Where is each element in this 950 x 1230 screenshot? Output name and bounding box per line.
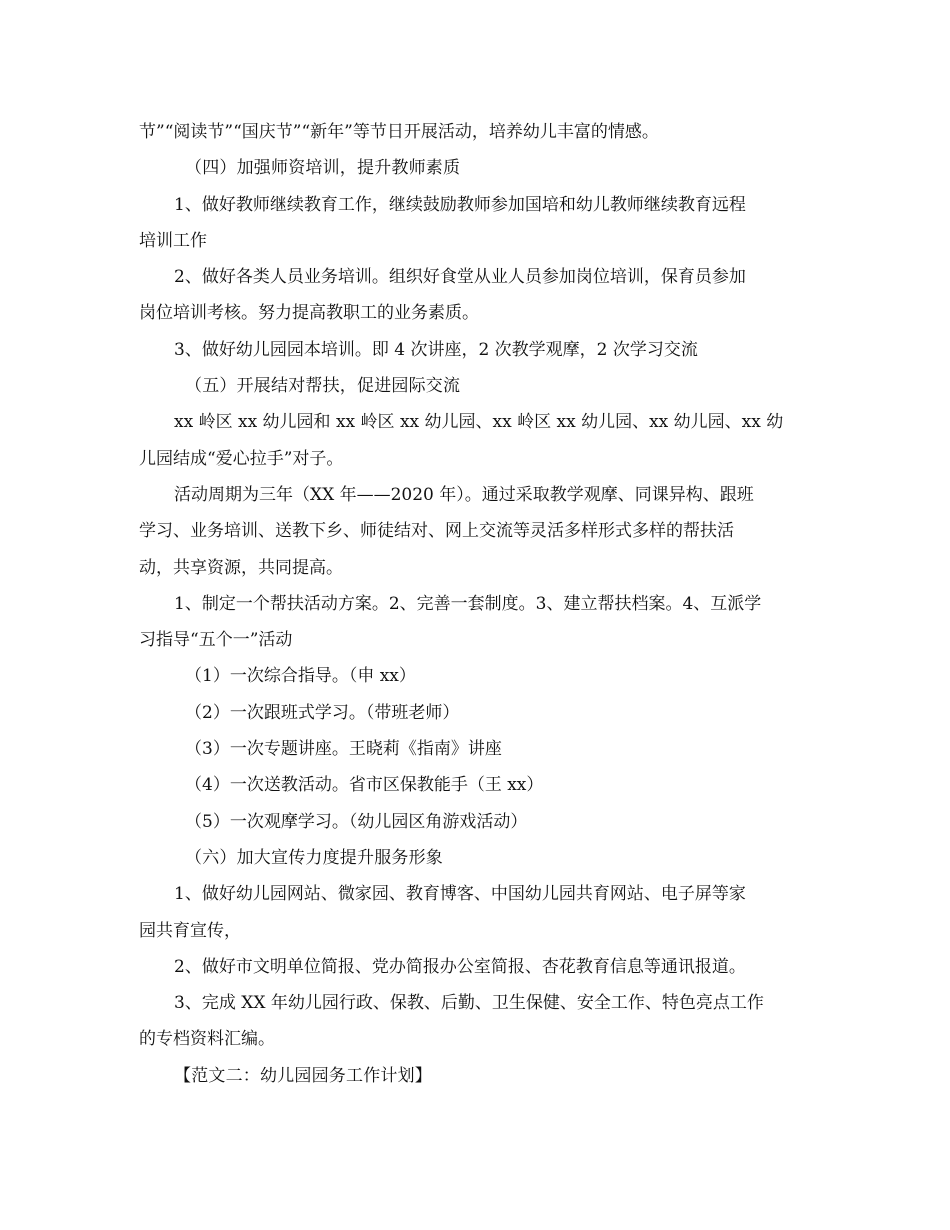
section-heading: （五）开展结对帮扶，促进园际交流 xyxy=(185,376,461,397)
list-item: （3）一次专题讲座。王晓莉《指南》讲座 xyxy=(185,739,502,760)
list-item: （5）一次观摩学习。（幼儿园区角游戏活动） xyxy=(185,811,528,832)
paragraph-line: 2、做好市文明单位简报、党办简报办公室简报、杏花教育信息等通讯报道。 xyxy=(174,956,746,977)
paragraph-line: 1、做好幼儿园网站、微家园、教育博客、中国幼儿园共育网站、电子屏等家 xyxy=(174,884,746,905)
section-heading: （四）加强师资培训，提升教师素质 xyxy=(185,158,461,179)
document-body xyxy=(139,114,811,1094)
list-item: （2）一次跟班式学习。（带班老师） xyxy=(185,702,460,723)
paragraph-line: 园共育宣传， xyxy=(139,920,241,941)
paragraph-line: 学习、业务培训、送教下乡、师徒结对、网上交流等灵活多样形式多样的帮扶活 xyxy=(139,521,734,542)
paragraph-line: 的专档资料汇编。 xyxy=(139,1029,275,1050)
paragraph-line: 儿园结成“爱心拉手”对子。 xyxy=(139,448,344,469)
paragraph-line: 习指导“五个一”活动 xyxy=(139,630,293,651)
list-item: （4）一次送教活动。省市区保教能手（王 xx） xyxy=(185,775,544,796)
list-item: （1）一次综合指导。（申 xx） xyxy=(185,666,416,687)
paragraph-line: 2、做好各类人员业务培训。组织好食堂从业人员参加岗位培训，保育员参加 xyxy=(174,267,746,288)
paragraph-line: 1、制定一个帮扶活动方案。2、完善一套制度。3、建立帮扶档案。4、互派学 xyxy=(174,593,762,614)
paragraph-line: 岗位培训考核。努力提高教职工的业务素质。 xyxy=(139,303,479,324)
section-heading: （六）加大宣传力度提升服务形象 xyxy=(185,847,443,868)
paragraph-line: xx 岭区 xx 幼儿园和 xx 岭区 xx 幼儿园、xx 岭区 xx 幼儿园、xx 幼儿园、xx 幼 xyxy=(174,412,784,433)
paragraph-line: 培训工作 xyxy=(139,230,207,251)
paragraph-line: 3、做好幼儿园园本培训。即 4 次讲座，2 次教学观摩，2 次学习交流 xyxy=(174,339,698,360)
paragraph-line: 1、做好教师继续教育工作，继续鼓励教师参加国培和幼儿教师继续教育远程 xyxy=(174,194,746,215)
paragraph-line: 3、完成 XX 年幼儿园行政、保教、后勤、卫生保健、安全工作、特色亮点工作 xyxy=(174,993,764,1014)
paragraph-line: 动，共享资源，共同提高。 xyxy=(139,557,343,578)
paragraph-line: 活动周期为三年（XX 年——2020 年）。通过采取教学观摩、同课异构、跟班 xyxy=(174,484,754,505)
paragraph-line: 节”“阅读节”“国庆节”“新年”等节日开展活动，培养幼儿丰富的情感。 xyxy=(139,122,659,142)
section-title: 【范文二：幼儿园园务工作计划】 xyxy=(174,1065,432,1086)
